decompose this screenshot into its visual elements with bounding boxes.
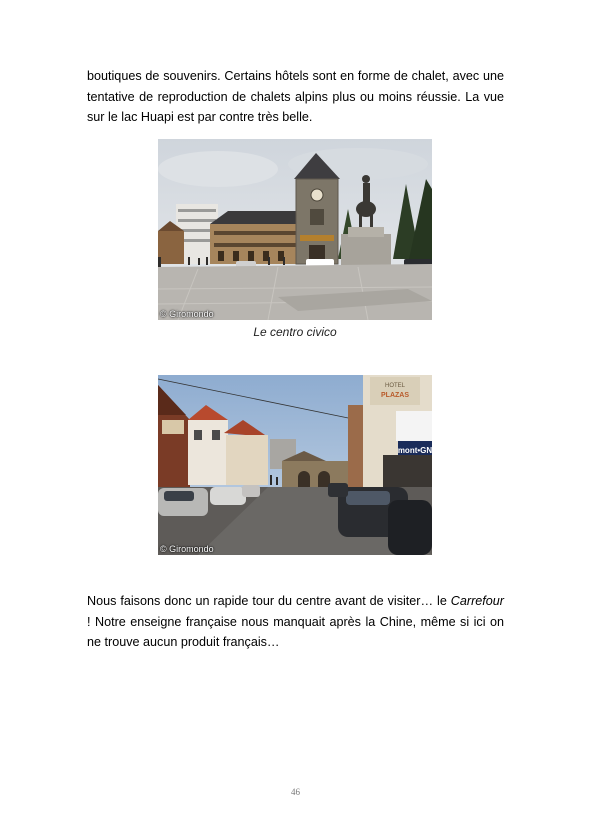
paragraph-text-before: Nous faisons donc un rapide tour du centre avant de visiter… le [87,594,451,608]
photo-street [158,375,432,555]
photo-watermark: © Giromondo [160,544,214,554]
paragraph-intro: boutiques de souvenirs. Certains hôtels sont en forme de chalet, avec une tentative de reproduction de chalets alpins plus ou moins réussie. La vue sur le lac Huapi est par contre très belle. [87,69,504,124]
svg-text:PLAZAS: PLAZAS [381,392,409,399]
photo-centro-civico [158,139,432,320]
paragraph-carrefour [87,591,504,653]
paragraph-emphasis-carrefour: Carrefour [450,594,504,608]
paragraph-text-after: ! Notre enseigne française nous manquait après la Chine, même si ici on ne trouve aucun produit français… [87,614,504,649]
photo-caption: Le centro civico [253,325,337,339]
svg-text:mont•GN: mont•GN [397,446,432,455]
svg-text:HOTEL: HOTEL [384,383,406,389]
page-number: 46 [291,787,300,797]
photo-watermark: © Giromondo [160,309,214,319]
